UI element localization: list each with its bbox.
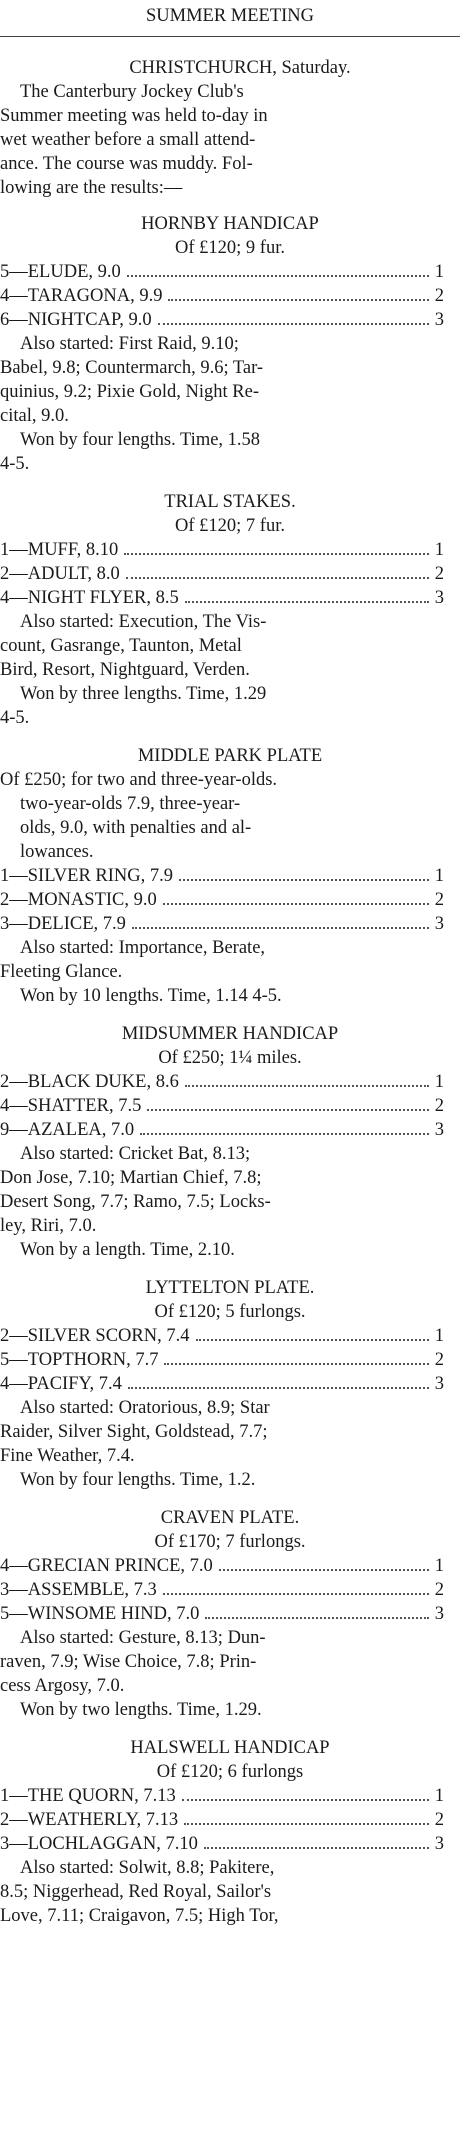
result-horse: 4—SHATTER, 7.5 <box>0 1096 142 1116</box>
also-started: 8.5; Niggerhead, Red Royal, Sailor's <box>0 1882 272 1902</box>
also-started: Bird, Resort, Nightguard, Verden. <box>0 660 250 680</box>
result-place: 1 <box>434 540 444 560</box>
also-started: Also started: First Raid, 9.10; <box>20 334 239 354</box>
race-conditions: Of £170; 7 furlongs. <box>154 1532 306 1552</box>
also-started: Love, 7.11; Craigavon, 7.5; High Tor, <box>0 1906 279 1926</box>
race-conditions: Of £120; 6 furlongs <box>156 1762 304 1782</box>
result-place: 2 <box>434 1096 444 1116</box>
result-place: 2 <box>434 890 444 910</box>
result-horse: 1—SILVER RING, 7.9 <box>0 866 174 886</box>
also-started: Fleeting Glance. <box>0 962 123 982</box>
result-horse: 4—NIGHT FLYER, 8.5 <box>0 588 179 608</box>
leader-dots <box>185 596 429 603</box>
also-started: ley, Riri, 7.0. <box>0 1216 97 1236</box>
result-row <box>0 1602 444 1626</box>
race-conditions: Of £120; 9 fur. <box>175 238 285 258</box>
also-started: Also started: Cricket Bat, 8.13; <box>20 1144 251 1164</box>
result-horse: 2—BLACK DUKE, 8.6 <box>0 1072 179 1092</box>
intro-line: lowing are the results:— <box>0 178 183 198</box>
also-started: count, Gasrange, Taunton, Metal <box>0 636 242 656</box>
result-horse: 2—WEATHERLY, 7.13 <box>0 1810 179 1830</box>
also-started: cess Argosy, 7.0. <box>0 1676 125 1696</box>
result-horse: 3—DELICE, 7.9 <box>0 914 126 934</box>
dateline: CHRISTCHURCH, Saturday. <box>129 58 351 78</box>
won-by: Won by four lengths. Time, 1.2. <box>20 1470 256 1490</box>
result-horse: 6—NIGHTCAP, 9.0 <box>0 310 152 330</box>
leader-dots <box>163 898 429 905</box>
result-row <box>0 1324 444 1348</box>
result-horse: 1—MUFF, 8.10 <box>0 540 119 560</box>
also-started: Don Jose, 7.10; Martian Chief, 7.8; <box>0 1168 262 1188</box>
also-started: Also started: Oratorious, 8.9; Star <box>20 1398 270 1418</box>
result-horse: 5—WINSOME HIND, 7.0 <box>0 1604 200 1624</box>
result-place: 1 <box>434 1072 444 1092</box>
race-title: LYTTELTON PLATE. <box>145 1278 315 1298</box>
result-place: 3 <box>434 588 444 608</box>
race-title: HORNBY HANDICAP <box>141 214 319 234</box>
result-row <box>0 1554 444 1578</box>
leader-dots <box>158 318 429 325</box>
result-horse: 2—SILVER SCORN, 7.4 <box>0 1326 190 1346</box>
also-started: Also started: Gesture, 8.13; Dun- <box>20 1628 266 1648</box>
race-title: MIDSUMMER HANDICAP <box>121 1024 339 1044</box>
result-row <box>0 1832 444 1856</box>
also-started: Also started: Solwit, 8.8; Pakitere, <box>20 1858 275 1878</box>
result-place: 2 <box>434 286 444 306</box>
result-row <box>0 1118 444 1142</box>
intro-line: wet weather before a small attend- <box>0 130 256 150</box>
result-place: 3 <box>434 1604 444 1624</box>
leader-dots <box>163 1588 429 1595</box>
also-started: Desert Song, 7.7; Ramo, 7.5; Locks- <box>0 1192 271 1212</box>
result-horse: 2—MONASTIC, 9.0 <box>0 890 157 910</box>
result-place: 1 <box>434 866 444 886</box>
won-by: Won by two lengths. Time, 1.29. <box>20 1700 262 1720</box>
result-place: 1 <box>434 1786 444 1806</box>
result-horse: 1—THE QUORN, 7.13 <box>0 1786 176 1806</box>
race-conditions: Of £120; 5 furlongs. <box>154 1302 306 1322</box>
race-conditions: Of £120; 7 fur. <box>175 516 285 536</box>
result-row <box>0 1070 444 1094</box>
leader-dots <box>127 270 429 277</box>
result-place: 3 <box>434 1374 444 1394</box>
also-started: Fine Weather, 7.4. <box>0 1446 135 1466</box>
won-by: Won by 10 lengths. Time, 1.14 4-5. <box>20 986 282 1006</box>
result-row <box>0 308 444 332</box>
leader-dots <box>196 1334 429 1341</box>
also-started: quinius, 9.2; Pixie Gold, Night Re- <box>0 382 259 402</box>
also-started: Also started: Importance, Berate, <box>20 938 266 958</box>
result-horse: 3—ASSEMBLE, 7.3 <box>0 1580 157 1600</box>
intro-line: The Canterbury Jockey Club's <box>20 82 244 102</box>
result-horse: 5—TOPTHORN, 7.7 <box>0 1350 159 1370</box>
leader-dots <box>204 1842 429 1849</box>
leader-dots <box>205 1612 428 1619</box>
result-place: 1 <box>434 1556 444 1576</box>
result-row <box>0 586 444 610</box>
leader-dots <box>184 1818 429 1825</box>
race-conditions: olds, 9.0, with penalties and al- <box>20 818 252 838</box>
won-by: Won by three lengths. Time, 1.29 <box>20 684 267 704</box>
race-title: CRAVEN PLATE. <box>160 1508 300 1528</box>
result-place: 2 <box>434 564 444 584</box>
leader-dots <box>147 1104 428 1111</box>
leader-dots <box>132 922 429 929</box>
result-place: 3 <box>434 310 444 330</box>
result-place: 2 <box>434 1580 444 1600</box>
leader-dots <box>140 1128 429 1135</box>
result-row <box>0 562 444 586</box>
leader-dots <box>164 1358 428 1365</box>
result-place: 2 <box>434 1350 444 1370</box>
result-row <box>0 260 444 284</box>
result-horse: 4—PACIFY, 7.4 <box>0 1374 122 1394</box>
leader-dots <box>168 294 428 301</box>
result-row <box>0 284 444 308</box>
result-horse: 4—GRECIAN PRINCE, 7.0 <box>0 1556 213 1576</box>
race-title: HALSWELL HANDICAP <box>130 1738 330 1758</box>
result-row <box>0 864 444 888</box>
won-by: 4-5. <box>0 708 30 728</box>
result-place: 1 <box>434 262 444 282</box>
result-row <box>0 1808 444 1832</box>
result-row <box>0 538 444 562</box>
result-place: 3 <box>434 1120 444 1140</box>
title-rule <box>0 36 460 37</box>
result-row <box>0 1784 444 1808</box>
intro-line: ance. The course was muddy. Fol- <box>0 154 253 174</box>
leader-dots <box>182 1794 429 1801</box>
result-row <box>0 1348 444 1372</box>
result-place: 2 <box>434 1810 444 1830</box>
won-by: Won by a length. Time, 2.10. <box>20 1240 235 1260</box>
race-title: TRIAL STAKES. <box>164 492 296 512</box>
race-conditions: lowances. <box>20 842 94 862</box>
leader-dots <box>128 1382 429 1389</box>
also-started: Babel, 9.8; Countermarch, 9.6; Tar- <box>0 358 264 378</box>
result-row <box>0 912 444 936</box>
race-conditions: Of £250; 1¼ miles. <box>158 1048 302 1068</box>
result-horse: 3—LOCHLAGGAN, 7.10 <box>0 1834 198 1854</box>
result-row <box>0 888 444 912</box>
leader-dots <box>126 572 429 579</box>
result-horse: 4—TARAGONA, 9.9 <box>0 286 163 306</box>
result-row <box>0 1372 444 1396</box>
also-started: Also started: Execution, The Vis- <box>20 612 267 632</box>
result-place: 3 <box>434 914 444 934</box>
race-conditions: Of £250; for two and three-year-olds. <box>0 770 278 790</box>
race-conditions: two-year-olds 7.9, three-year- <box>20 794 241 814</box>
result-place: 3 <box>434 1834 444 1854</box>
result-horse: 5—ELUDE, 9.0 <box>0 262 121 282</box>
intro-line: Summer meeting was held to-day in <box>0 106 268 126</box>
leader-dots <box>124 548 428 555</box>
leader-dots <box>179 874 429 881</box>
leader-dots <box>219 1564 429 1571</box>
also-started: Raider, Silver Sight, Goldstead, 7.7; <box>0 1422 268 1442</box>
result-row <box>0 1578 444 1602</box>
result-place: 1 <box>434 1326 444 1346</box>
also-started: cital, 9.0. <box>0 406 69 426</box>
won-by: 4-5. <box>0 454 30 474</box>
won-by: Won by four lengths. Time, 1.58 <box>20 430 261 450</box>
page-title: SUMMER MEETING <box>145 6 315 26</box>
result-horse: 2—ADULT, 8.0 <box>0 564 120 584</box>
result-row <box>0 1094 444 1118</box>
result-horse: 9—AZALEA, 7.0 <box>0 1120 135 1140</box>
also-started: raven, 7.9; Wise Choice, 7.8; Prin- <box>0 1652 257 1672</box>
leader-dots <box>185 1080 429 1087</box>
race-title: MIDDLE PARK PLATE <box>137 746 323 766</box>
